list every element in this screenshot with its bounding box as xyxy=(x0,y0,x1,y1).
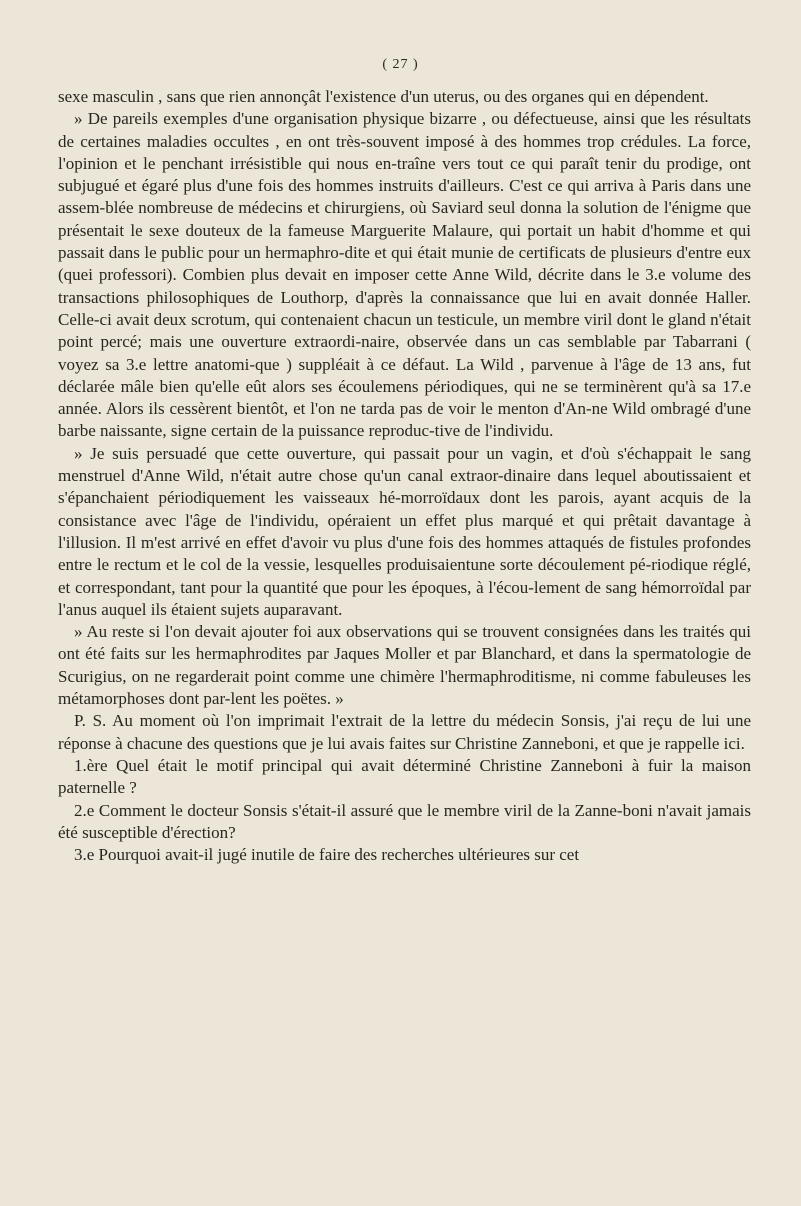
page-number: ( 27 ) xyxy=(382,57,419,72)
paragraph: » Au reste si l'on devait ajouter foi aux observations qui se trouvent consignées dans les traités qui ont été faits sur les hermaphrodites par Jaques Moller et par Blanchard, et dans la spermatologie de Scurigius, on ne regarderait point comme une chimère l'hermaphroditisme, ni comme fabuleuses les métamorphoses dont par-lent les poëtes. » xyxy=(58,622,751,709)
paragraph: sexe masculin , sans que rien annonçât l'existence d'un uterus, ou des organes qui en dépendent. xyxy=(58,87,709,106)
list-item: 3.e Pourquoi avait-il jugé inutile de faire des recherches ultérieures sur cet xyxy=(74,845,580,865)
list-item: 2.e Comment le docteur Sonsis s'était-il assuré que le membre viril de la Zanne-boni n'avait jamais été susceptible d'érection? xyxy=(58,800,751,842)
paragraph: » Je suis persuadé que cette ouverture, qui passait pour un vagin, et d'où s'échappait le sang menstruel d'Anne Wild, n'était autre chose qu'un canal extraor-dinaire dans lequel aboutissaient et s'épanchaient périodiquement les vaisseaux hé-morroïdaux dont les parois, ayant acquis de la consistance avec l'âge de l'individu, opéraient un effet plus marqué et qui prêtait davantage à l'illusion. Il m'est arrivé en effet d'avoir vu plus d'une fois des hommes attaqués de fistules profondes entre le rectum et le col de la vessie, lesquelles produisaientune sorte découlement pé-riodique réglé, et correspondant, tant pour la quantité que pour les époques, à l'écou-lement de sang hémorroïdal par l'anus auquel ils étaient sujets auparavant. xyxy=(58,443,751,619)
paragraph: » De pareils exemples d'une organisation physique bizarre , ou défectueuse, ainsi que les résultats de certaines maladies occultes , en ont très-souvent imposé à des hommes trop crédules. La force, l'opinion et le penchant irrésistible qui nous en-traîne vers tout ce qui paraît tenir du prodige, ont subjugué et égaré plus d'une fois des hommes instruits d'ailleurs. C'est ce qui arriva à Paris dans une assem-blée nombreuse de médecins et chirurgiens, où Saviard seul donna la solution de l'énigme que présentait le sexe douteux de la fameuse Marguerite Malaure, qui portait un habit d'homme et qui passait dans le public pour un hermaphro-dite et qui était munie de certificats de plusieurs d'entre eux (quei professori). Combien plus devait en imposer cette Anne Wild, décrite dans le 3.e volume des transactions philosophiques de Louthorp, d'après la connaissance que lui en avait donnée Haller. Celle-ci avait deux scrotum, qui contenaient chacun un testicule, un membre viril dont le gland n'était point percé; mais une ouverture extraordi-naire, observée dans un cas semblable par Tabarrani ( voyez sa 3.e lettre anatomi-que ) suppléait à ce défaut. La Wild , parvenue à l'âge de 13 ans, fut déclarée mâle bien qu'elle eût alors ses écoulemens périodiques, qui ne se terminèrent qu'à sa 17.e année. Alors ils cessèrent bientôt, et l'on ne tarda pas de voir le menton d'An-ne Wild ombragé d'une barbe naissante, signe certain de la puissance reproduc-tive de l'individu. xyxy=(58,109,751,441)
paragraph: P. S. Au moment où l'on imprimait l'extrait de la lettre du médecin Sonsis, j'ai reçu de lui une réponse à chacune des questions que je lui avais faites sur Christine Zanneboni, et que je rappelle ici. xyxy=(58,711,751,753)
body-text xyxy=(58,86,751,866)
list-item: 1.ère Quel était le motif principal qui avait déterminé Christine Zanneboni à fuir la maison paternelle ? xyxy=(58,755,751,798)
